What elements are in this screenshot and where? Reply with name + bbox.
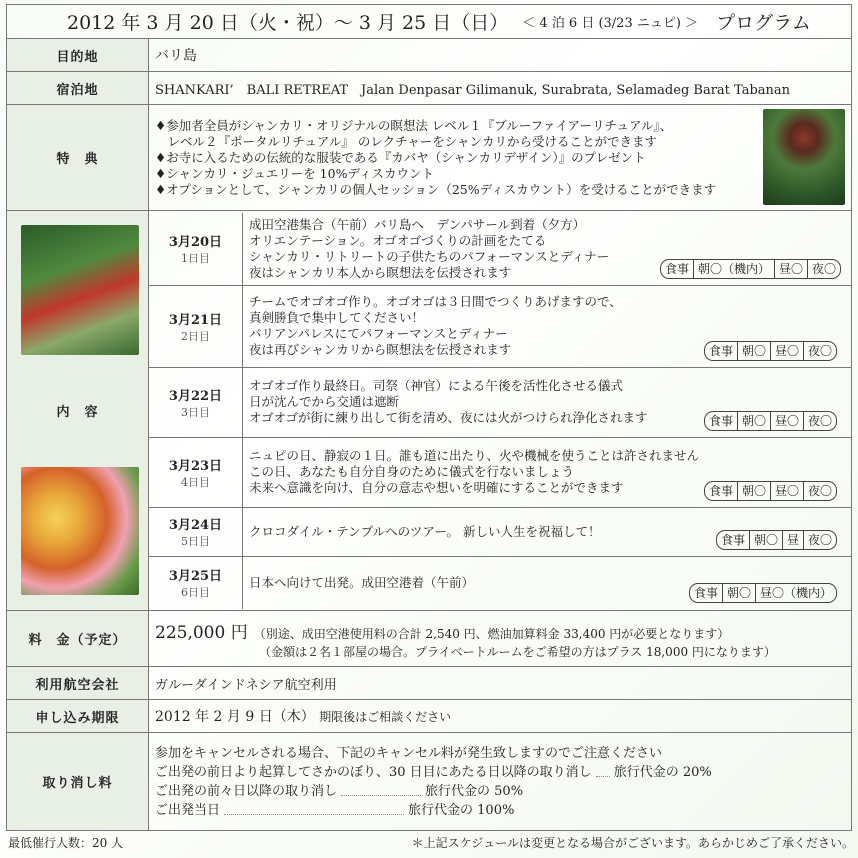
day-row xyxy=(149,557,851,609)
day-description xyxy=(243,378,654,426)
day-line: オゴオゴが街に練り出して街を清め、夜には火がつけられ浄化されます xyxy=(249,410,648,425)
benefits-cell xyxy=(149,105,852,211)
day-line: 成田空港集合（午前）バリ島へ デンパサール到着（夕方） xyxy=(249,216,586,232)
itinerary-table xyxy=(6,38,852,831)
day-line: クロコダイル・テンプルへのツアー。 新しい人生を祝福して！ xyxy=(249,523,601,539)
meal-item: 昼〇 xyxy=(770,411,803,431)
meal-item: 朝〇（機内） xyxy=(693,259,774,279)
content-row xyxy=(7,211,852,611)
airline-row xyxy=(7,667,852,700)
benefit-line: ♦シャンカリ・ジュエリーを 10%ディスカウント xyxy=(155,165,434,181)
cancel-item xyxy=(155,782,851,801)
cancel-condition: ご出発の前々日以降の取り消し xyxy=(155,783,338,799)
leader-dots xyxy=(596,763,610,777)
day-row xyxy=(149,368,851,438)
day-line: 日本へ向けて出発。成田空港着（午前） xyxy=(249,574,475,590)
meal-badge xyxy=(660,259,841,279)
meal-item: 朝〇 xyxy=(749,530,782,550)
day-row xyxy=(149,213,851,286)
price-amount: 225,000 円 xyxy=(155,622,248,643)
airline-value: ガルーダインドネシア航空利用 xyxy=(149,667,852,700)
cancel-fee: 旅行代金の 20% xyxy=(613,764,712,780)
price-cell xyxy=(149,611,852,667)
day-number: 6日目 xyxy=(181,586,210,599)
content-label-cell xyxy=(7,211,149,611)
meal-item: 朝〇 xyxy=(737,411,770,431)
price-note: （別途、成田空港使用料の合計 2,540 円、燃油加算料金 33,400 円が必要となります） xyxy=(253,626,730,641)
day-date: 3月21日 xyxy=(168,312,223,328)
meal-badge xyxy=(704,341,837,361)
day-description xyxy=(243,217,615,281)
meal-item: 昼〇 xyxy=(770,341,803,361)
cancel-item xyxy=(155,801,851,820)
ogoh-ogoh-photo xyxy=(21,225,139,355)
meal-badge xyxy=(689,583,837,603)
day-date: 3月20日 xyxy=(168,235,223,250)
day-date-cell xyxy=(149,508,243,556)
page-title xyxy=(6,4,852,38)
meal-item: 食事 xyxy=(693,585,718,600)
hotel-row xyxy=(7,72,852,105)
day-line: 未来へ意識を向け、自分の意志や想いを明確にすることができます xyxy=(249,480,624,495)
day-row xyxy=(149,286,851,368)
day-date-cell xyxy=(149,368,243,437)
day-number: 5日目 xyxy=(181,535,210,548)
day-date: 3月24日 xyxy=(168,518,223,533)
cancel-label: 取り消し料 xyxy=(7,733,149,831)
day-line: シャンカリ・リトリートの子供たちのパフォーマンスとディナー xyxy=(249,248,610,264)
cancel-fee: 旅行代金の 50% xyxy=(425,783,524,799)
day-description xyxy=(243,524,606,540)
days-list xyxy=(149,213,851,609)
day-line: オリエンテーション。オゴオゴづくりの計画をたてる xyxy=(249,232,547,248)
day-number: 3日目 xyxy=(181,405,210,419)
meal-badge xyxy=(704,481,837,501)
schedule-note: ＊上記スケジュールは変更となる場合がございます。あらかじめご了承ください。 xyxy=(411,836,854,850)
title-nights: ＜ 4 泊 6 日 (3/23 ニュピ) ＞ xyxy=(522,16,699,31)
benefit-line: レベル２『ポータルリチュアル』 のレクチャーをシャンカリから受けることができます xyxy=(155,133,657,149)
meal-item: 食事 xyxy=(708,413,733,428)
destination-value: バリ島 xyxy=(149,39,852,72)
price-row xyxy=(7,611,852,667)
deadline-row xyxy=(7,700,852,733)
benefit-line: ♦参加者全員がシャンカリ・オリジナルの瞑想法 レベル１『ブルーファイアーリチュアル』、 xyxy=(155,117,673,133)
day-line: 夜はシャンカリ本人から瞑想法を伝授されます xyxy=(249,264,512,280)
meal-badge xyxy=(716,530,837,550)
day-number: 4日目 xyxy=(181,475,210,489)
price-note: （金額は２名１部屋の場合。プライベートルームをご希望の方はプラス 18,000 円になります） xyxy=(259,644,776,659)
day-date-cell xyxy=(149,286,243,367)
meal-item: 食事 xyxy=(720,532,745,547)
benefits-label: 特 典 xyxy=(7,105,149,211)
day-description xyxy=(243,448,705,496)
title-dates: 2012 年 3 月 20 日（火・祝）～ 3 月 25 日（日） xyxy=(67,12,509,34)
meal-item: 食事 xyxy=(708,343,733,358)
day-date-cell xyxy=(149,438,243,507)
cancel-item xyxy=(155,763,851,782)
hotel-label: 宿泊地 xyxy=(7,72,149,105)
meal-item: 昼〇（機内） xyxy=(755,583,836,603)
title-program: プログラム xyxy=(716,12,811,34)
meal-item: 夜〇 xyxy=(803,481,836,501)
meal-item: 朝〇 xyxy=(737,341,770,361)
day-date: 3月23日 xyxy=(168,458,223,474)
meal-item: 昼〇 xyxy=(774,259,807,279)
day-description xyxy=(243,575,480,591)
days-cell xyxy=(149,211,852,611)
day-description xyxy=(243,294,628,358)
cancel-fee: 旅行代金の 100% xyxy=(408,802,515,818)
day-line: 日が沈んでから交通は遮断 xyxy=(249,394,400,409)
benefit-line: ♦オプションとして、シャンカリの個人セッション（25%ディスカウント）を受けることができます xyxy=(155,181,717,197)
meal-badge xyxy=(704,411,837,431)
destination-row xyxy=(7,39,852,72)
meal-item: 朝〇 xyxy=(722,583,755,603)
deadline-cell xyxy=(149,700,852,733)
day-line: この日、あなたも自分自身のために儀式を行ないましょう xyxy=(249,464,575,479)
meal-item: 食事 xyxy=(664,261,689,276)
cancel-condition: ご出発当日 xyxy=(155,802,221,818)
cancel-condition: ご出発の前日より起算してさかのぼり、30 日目にあたる日以降の取り消し xyxy=(155,764,592,780)
airline-label: 利用航空会社 xyxy=(7,667,149,700)
day-date: 3月25日 xyxy=(168,569,223,584)
cancel-row xyxy=(7,733,852,831)
day-row xyxy=(149,438,851,508)
cancel-cell xyxy=(149,733,852,831)
meal-item: 夜〇 xyxy=(803,341,836,361)
meal-item: 夜〇 xyxy=(803,530,836,550)
meal-item: 昼〇 xyxy=(770,481,803,501)
meal-item: 食事 xyxy=(708,483,733,498)
day-row xyxy=(149,508,851,557)
day-line: チームでオゴオゴ作り。オゴオゴは３日間でつくりあげますので、 xyxy=(249,294,622,309)
day-line: 真剣勝負で集中してください！ xyxy=(249,310,425,325)
deadline-value: 2012 年 2 月 9 日（木） xyxy=(155,709,315,725)
papaya-photo xyxy=(21,467,139,595)
hotel-value: SHANKARI’ BALI RETREAT Jalan Denpasar Gilimanuk, Surabrata, Selamadeg Barat Tabanan xyxy=(149,72,852,105)
destination-label: 目的地 xyxy=(7,39,149,72)
ritual-photo xyxy=(763,109,845,205)
day-line: ニュピの日、静寂の１日。誰も道に出たり、火や機械を使うことは許されません xyxy=(249,448,700,463)
day-line: 夜は再びシャンカリから瞑想法を伝授されます xyxy=(249,342,512,357)
day-line: オゴオゴ作り最終日。司祭（神官）による午後を活性化させる儀式 xyxy=(249,378,624,393)
day-date: 3月22日 xyxy=(168,388,223,404)
day-date-cell xyxy=(149,557,243,609)
cancel-intro: 参加をキャンセルされる場合、下記のキャンセル料が発生致しますのでご注意ください xyxy=(155,745,663,761)
meal-item: 朝〇 xyxy=(737,481,770,501)
day-date-cell xyxy=(149,213,243,285)
deadline-note: 期限後はご相談ください xyxy=(319,710,452,724)
meal-item: 昼 xyxy=(782,530,803,550)
price-label: 料 金（予定） xyxy=(7,611,149,667)
day-number: 1日目 xyxy=(181,252,210,265)
day-number: 2日目 xyxy=(181,329,210,343)
leader-dots xyxy=(224,801,404,815)
benefit-line: ♦お寺に入るための伝統的な服装である『カバヤ（シャンカリデザイン）』のプレゼント xyxy=(155,149,646,165)
meal-item: 夜〇 xyxy=(807,259,840,279)
day-line: バリアンパレスにてパフォーマンスとディナー xyxy=(249,326,508,341)
content-label: 内 容 xyxy=(56,405,99,420)
min-participants: 最低催行人数：20 人 xyxy=(8,836,124,850)
benefits-row xyxy=(7,105,852,211)
deadline-label: 申し込み期限 xyxy=(7,700,149,733)
meal-item: 夜〇 xyxy=(803,411,836,431)
leader-dots xyxy=(341,782,421,796)
